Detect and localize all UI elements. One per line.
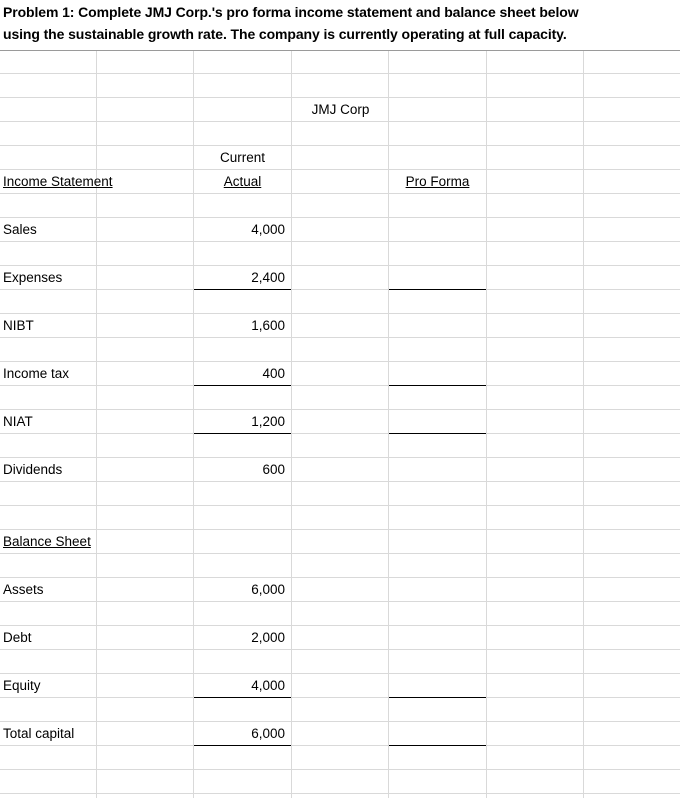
column-header-pro-forma[interactable]: Pro Forma bbox=[405, 174, 470, 189]
underline-equity-pro-forma bbox=[389, 697, 486, 698]
value-total-capital-actual[interactable]: 6,000 bbox=[251, 726, 285, 741]
underline-expenses-actual bbox=[194, 289, 291, 290]
row-label-niat[interactable]: NIAT bbox=[3, 414, 33, 429]
row-label-nibt[interactable]: NIBT bbox=[3, 318, 34, 333]
value-dividends-actual[interactable]: 600 bbox=[262, 462, 285, 477]
value-debt-actual[interactable]: 2,000 bbox=[251, 630, 285, 645]
value-sales-actual[interactable]: 4,000 bbox=[251, 222, 285, 237]
row-label-sales[interactable]: Sales bbox=[3, 222, 37, 237]
underline-equity-actual bbox=[194, 697, 291, 698]
underline-niat-actual bbox=[194, 433, 291, 434]
problem-header bbox=[0, 0, 680, 51]
value-expenses-actual[interactable]: 2,400 bbox=[251, 270, 285, 285]
value-niat-actual[interactable]: 1,200 bbox=[251, 414, 285, 429]
value-nibt-actual[interactable]: 1,600 bbox=[251, 318, 285, 333]
underline-expenses-pro-forma bbox=[389, 289, 486, 290]
value-assets-actual[interactable]: 6,000 bbox=[251, 582, 285, 597]
balance-sheet-heading[interactable]: Balance Sheet bbox=[3, 534, 91, 549]
underline-income-tax-pro-forma bbox=[389, 385, 486, 386]
income-statement-heading[interactable]: Income Statement bbox=[3, 174, 113, 189]
problem-text-line-2: using the sustainable growth rate. The company is currently operating at full capacity. bbox=[3, 26, 567, 42]
underline-total-capital-actual bbox=[194, 745, 291, 746]
row-label-debt[interactable]: Debt bbox=[3, 630, 32, 645]
column-header-current[interactable]: Current bbox=[219, 150, 265, 165]
row-label-assets[interactable]: Assets bbox=[3, 582, 44, 597]
problem-text-line-1: Problem 1: Complete JMJ Corp.'s pro forma income statement and balance sheet below bbox=[3, 4, 579, 20]
row-label-equity[interactable]: Equity bbox=[3, 678, 41, 693]
underline-income-tax-actual bbox=[194, 385, 291, 386]
row-label-dividends[interactable]: Dividends bbox=[3, 462, 63, 477]
underline-total-capital-pro-forma bbox=[389, 745, 486, 746]
company-title[interactable]: JMJ Corp bbox=[311, 102, 370, 117]
value-equity-actual[interactable]: 4,000 bbox=[251, 678, 285, 693]
column-header-actual[interactable]: Actual bbox=[223, 174, 262, 189]
value-income-tax-actual[interactable]: 400 bbox=[262, 366, 285, 381]
row-label-expenses[interactable]: Expenses bbox=[3, 270, 63, 285]
row-label-total-capital[interactable]: Total capital bbox=[3, 726, 75, 741]
underline-niat-pro-forma bbox=[389, 433, 486, 434]
row-label-income-tax[interactable]: Income tax bbox=[3, 366, 70, 381]
